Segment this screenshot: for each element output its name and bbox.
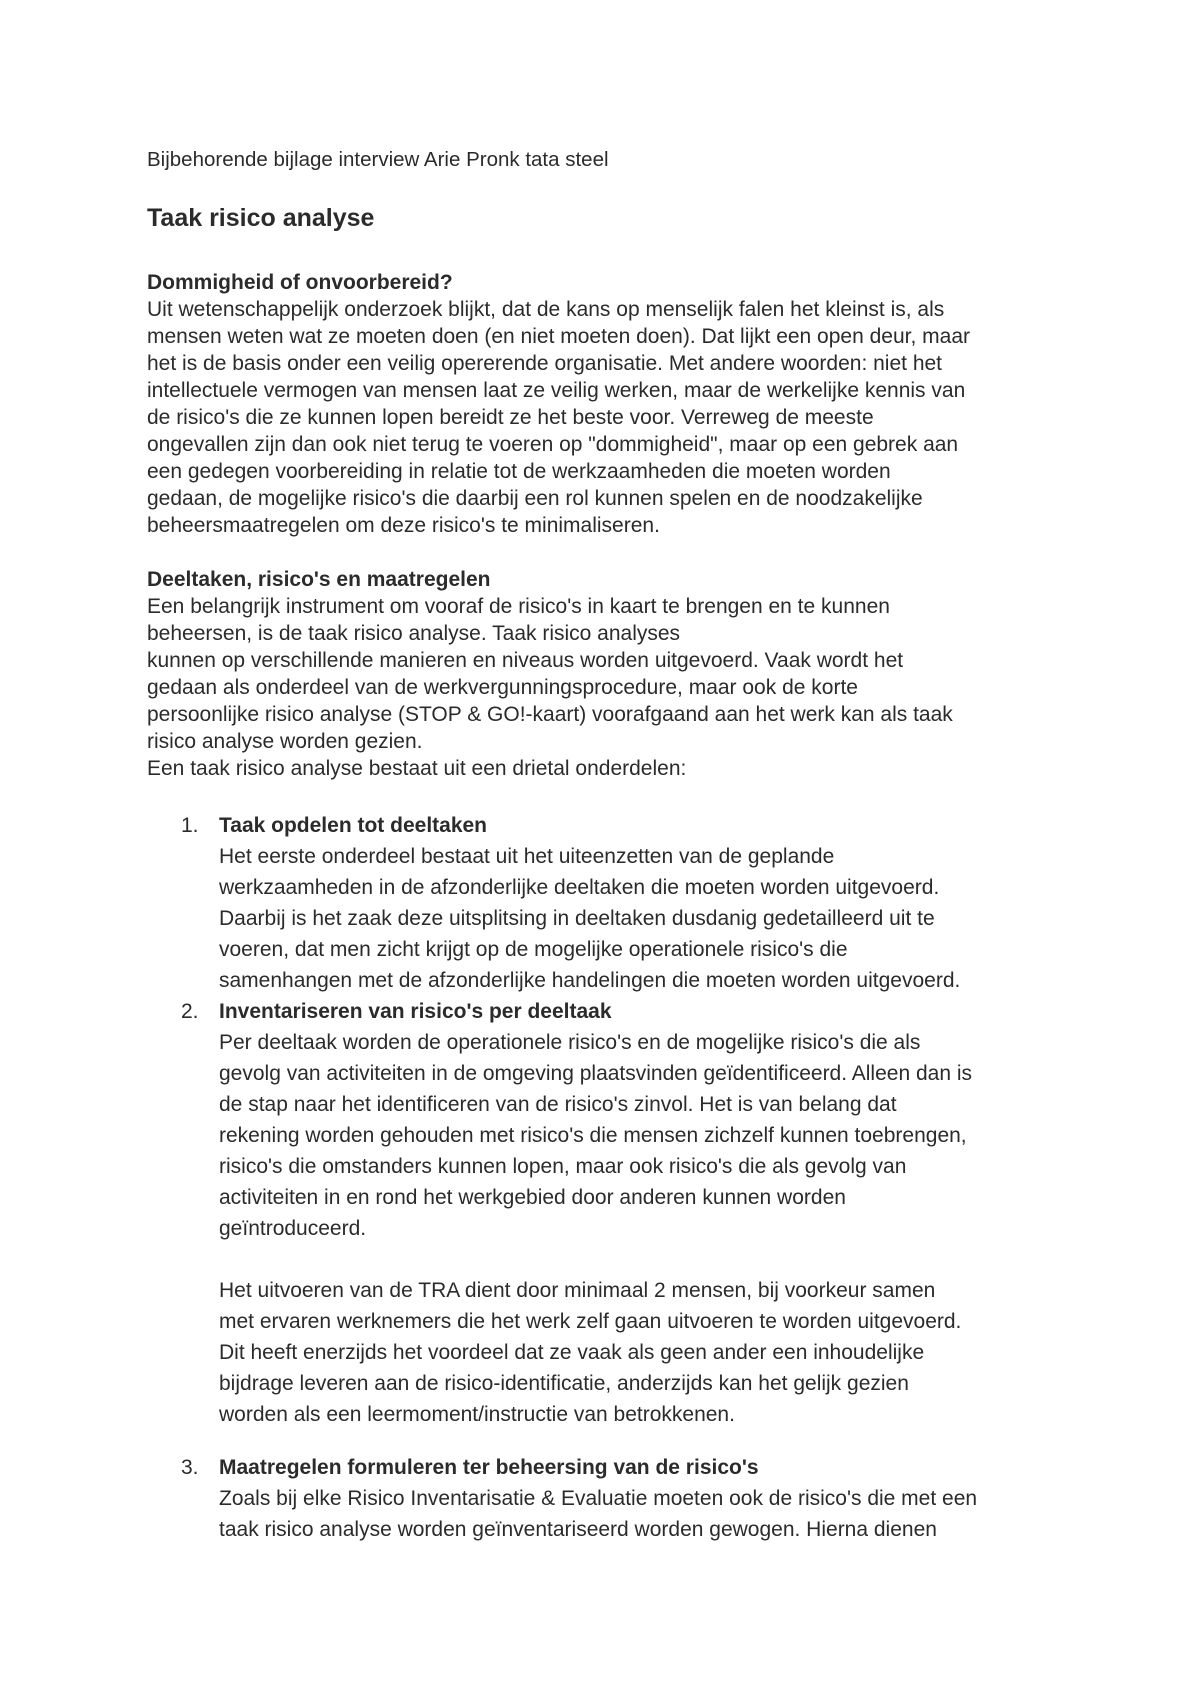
section-heading: Dommigheid of onvoorbereid? <box>147 271 453 294</box>
list-item <box>147 996 1067 1430</box>
section-body: Uit wetenschappelijk onderzoek blijkt, dat de kans op menselijk falen het kleinst is, als mensen weten wat ze moeten doen (en niet moeten doen). Dat lijkt een open deur, maar het is de basis onder een veilig opererende organisatie. Met andere woorden: niet het intellectuele vermogen van mensen laat ze veilig werken, maar de werkelijke kennis van de risico's die ze kunnen lopen bereidt ze het beste voor. Verreweg de meeste ongevallen zijn dan ook niet terug te voeren op "dommigheid", maar op een gebrek aan een gedegen voorbereiding in relatie tot de werkzaamheden die moeten worden gedaan, de mogelijke risico's die daarbij een rol kunnen spelen en de noodzakelijke beheersmaatregelen om deze risico's te minimaliseren. <box>147 298 970 537</box>
paragraph-gap <box>219 1244 1067 1275</box>
section-deeltaken <box>147 566 1067 782</box>
section-dommigheid <box>147 269 1067 539</box>
document-content <box>147 146 1067 1545</box>
step-title: Maatregelen formuleren ter beheersing van de risico's <box>219 1456 759 1479</box>
document-subtitle: Bijbehorende bijlage interview Arie Pronk tata steel <box>147 148 609 171</box>
document-title: Taak risico analyse <box>147 204 375 232</box>
step-text: Het eerste onderdeel bestaat uit het uiteenzetten van de geplande werkzaamheden in de afzonderlijke deeltaken die moeten worden uitgevoerd. Daarbij is het zaak deze uitsplitsing in deeltaken dusdanig gedetailleerd uit te voeren, dat men zicht krijgt op de mogelijke operationele risico's die samenhangen met de afzonderlijke handelingen die moeten worden uitgevoerd. <box>219 845 961 992</box>
step-number: 2. <box>181 1000 199 1023</box>
step-number: 1. <box>181 814 199 837</box>
section-heading: Deeltaken, risico's en maatregelen <box>147 568 491 591</box>
step-text: Per deeltaak worden de operationele risico's en de mogelijke risico's die als gevolg van activiteiten in de omgeving plaatsvinden geïdentificeerd. Alleen dan is de stap naar het identificeren van de risico's zinvol. Het is van belang dat rekening worden gehouden met risico's die mensen zichzelf kunnen toebrengen, risico's die omstanders kunnen lopen, maar ook risico's die als gevolg van activiteiten in en rond het werkgebied door anderen kunnen worden geïntroduceerd. <box>219 1031 972 1240</box>
step-text: Zoals bij elke Risico Inventarisatie & Evaluatie moeten ook de risico's die met een taak risico analyse worden geïnventariseerd worden gewogen. Hierna dienen <box>219 1487 978 1541</box>
step-title: Taak opdelen tot deeltaken <box>219 814 488 837</box>
step-text-continued: Het uitvoeren van de TRA dient door minimaal 2 mensen, bij voorkeur samen met ervaren werknemers die het werk zelf gaan uitvoeren te worden uitgevoerd. Dit heeft enerzijds het voordeel dat ze vaak als geen ander een inhoudelijke bijdrage leveren aan de risico-identificatie, anderzijds kan het gelijk gezien worden als een leermoment/instructie van betrokkenen. <box>219 1279 962 1426</box>
list-item <box>147 1452 1067 1545</box>
step-number: 3. <box>181 1456 199 1479</box>
section-body: Een belangrijk instrument om vooraf de risico's in kaart te brengen en te kunnen beheersen, is de taak risico analyse. Taak risico analyses kunnen op verschillende manieren en niveaus worden uitgevoerd. Vaak wordt het gedaan als onderdeel van de werkvergunningsprocedure, maar ook de korte persoonlijke risico analyse (STOP & GO!-kaart) voorafgaand aan het werk kan als taak risico analyse worden gezien. Een taak risico analyse bestaat uit een drietal onderdelen: <box>147 595 953 780</box>
list-item <box>147 810 1067 996</box>
steps-list <box>147 810 1067 1545</box>
step-title: Inventariseren van risico's per deeltaak <box>219 1000 612 1023</box>
